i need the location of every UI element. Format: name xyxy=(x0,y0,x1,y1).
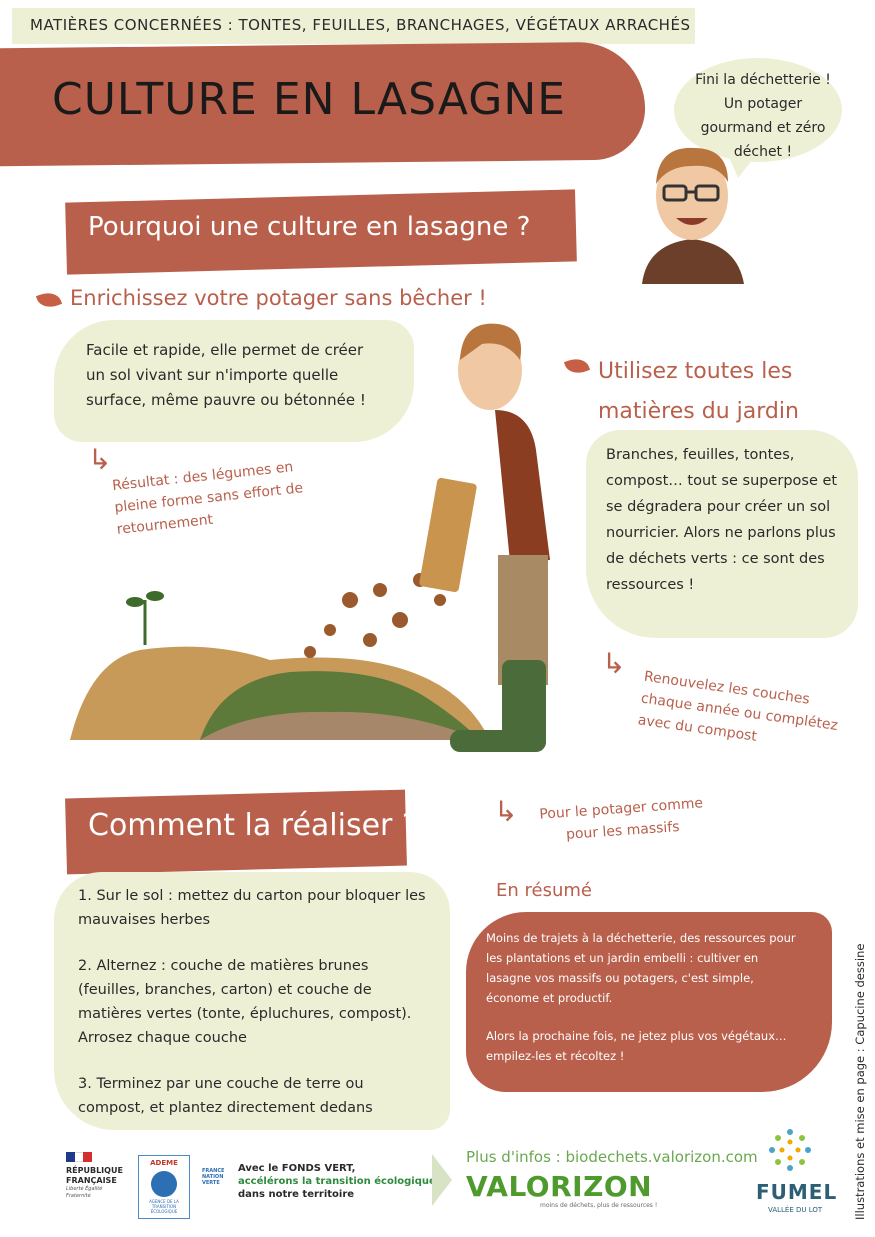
step-2: 2. Alternez : couche de matières brunes (feuilles, branches, carton) et couche de matières vertes (tonte, épluchures, compost). Arrosez chaque couche xyxy=(78,958,412,1046)
summary-paragraph-2: Alors la prochaine fois, ne jetez plus vos végétaux… empilez-les et récoltez ! xyxy=(486,1029,787,1063)
ademe-subtitle: AGENCE DE LA TRANSITION ÉCOLOGIQUE xyxy=(149,1199,179,1214)
ademe-emblem-icon xyxy=(151,1171,177,1197)
republique-francaise-logo xyxy=(66,1152,126,1200)
fonds-vert-line-3: dans notre territoire xyxy=(238,1189,355,1200)
summary-paragraph-1: Moins de trajets à la déchetterie, des ressources pour les plantations et un jardin embelli : cultiver en lasagne vos massifs ou potagers, c'est simple, économe et productif. xyxy=(486,931,796,1005)
fumel-logo-subtitle: VALLÉE DU LOT xyxy=(768,1206,823,1214)
fn-line-2: NATION xyxy=(202,1174,224,1180)
lasagna-garden-illustration xyxy=(50,300,620,770)
ademe-logo xyxy=(138,1155,190,1219)
illustration-credit: Illustrations et mise en page : Capucine dessine xyxy=(853,943,867,1220)
chevron-right-icon xyxy=(432,1154,452,1206)
fumel-logo-name: FUMEL xyxy=(756,1180,838,1204)
how-steps xyxy=(78,884,434,1142)
fonds-vert-text xyxy=(238,1162,448,1201)
fonds-vert-line-2: accélérons la transition écologique xyxy=(238,1176,436,1187)
right-panel-text: Branches, feuilles, tontes, compost… tout se superpose et se dégradera pour créer un sol nourricier. Alors ne parlons plus de déchets verts : ce sont des ressources ! xyxy=(606,447,838,593)
materials-line: MATIÈRES CONCERNÉES : TONTES, FEUILLES, BRANCHAGES, VÉGÉTAUX ARRACHÉS xyxy=(30,16,691,34)
renew-note: Renouvelez les couches chaque année ou complétez avec du compost xyxy=(636,668,839,745)
step-1: 1. Sur le sol : mettez du carton pour bloquer les mauvaises herbes xyxy=(78,888,426,928)
valorizon-logo: VALORIZON xyxy=(466,1170,653,1203)
right-heading-text: Utilisez toutes les matières du jardin xyxy=(598,359,799,424)
curved-arrow-icon: ↳ xyxy=(602,647,626,680)
speech-text: Fini la déchetterie ! Un potager gourmand et zéro déchet ! xyxy=(695,72,831,160)
result-note: Résultat : des légumes en pleine forme sans effort de retournement xyxy=(111,459,304,538)
curved-arrow-icon: ↳ xyxy=(494,795,518,828)
rf-name: RÉPUBLIQUE FRANÇAISE xyxy=(66,1166,123,1185)
fn-line-1: FRANCE xyxy=(202,1168,225,1174)
page-title: CULTURE EN LASAGNE xyxy=(52,74,567,125)
ademe-name: ADEME xyxy=(150,1159,178,1167)
valorizon-tagline: moins de déchets, plus de ressources ! xyxy=(540,1202,658,1209)
more-info-link[interactable]: Plus d'infos : biodechets.valorizon.com xyxy=(466,1148,758,1166)
fumel-emblem-icon xyxy=(766,1126,814,1174)
how-banner-title: Comment la réaliser ? xyxy=(88,808,418,843)
left-heading: Enrichissez votre potager sans bêcher ! xyxy=(70,286,487,310)
french-flag-icon xyxy=(66,1152,92,1162)
curved-arrow-icon: ↳ xyxy=(88,443,112,476)
gardener-avatar-illustration xyxy=(632,134,752,284)
fn-line-3: VERTE xyxy=(202,1180,220,1186)
rf-motto: Liberté Égalité Fraternité xyxy=(66,1186,103,1199)
right-heading xyxy=(598,352,818,432)
summary-text xyxy=(486,928,800,1084)
left-panel-text: Facile et rapide, elle permet de créer un sol vivant sur n'importe quelle surface, même pauvre ou bétonnée ! xyxy=(86,341,366,409)
step-3: 3. Terminez par une couche de terre ou compost, et plantez directement dedans xyxy=(78,1076,373,1116)
why-banner-title: Pourquoi une culture en lasagne ? xyxy=(88,212,531,242)
france-nation-verte-logo xyxy=(202,1168,230,1200)
fonds-vert-line-1: Avec le FONDS VERT, xyxy=(238,1163,356,1174)
garden-note: Pour le potager comme pour les massifs xyxy=(538,795,704,843)
summary-label: En résumé xyxy=(496,880,592,901)
